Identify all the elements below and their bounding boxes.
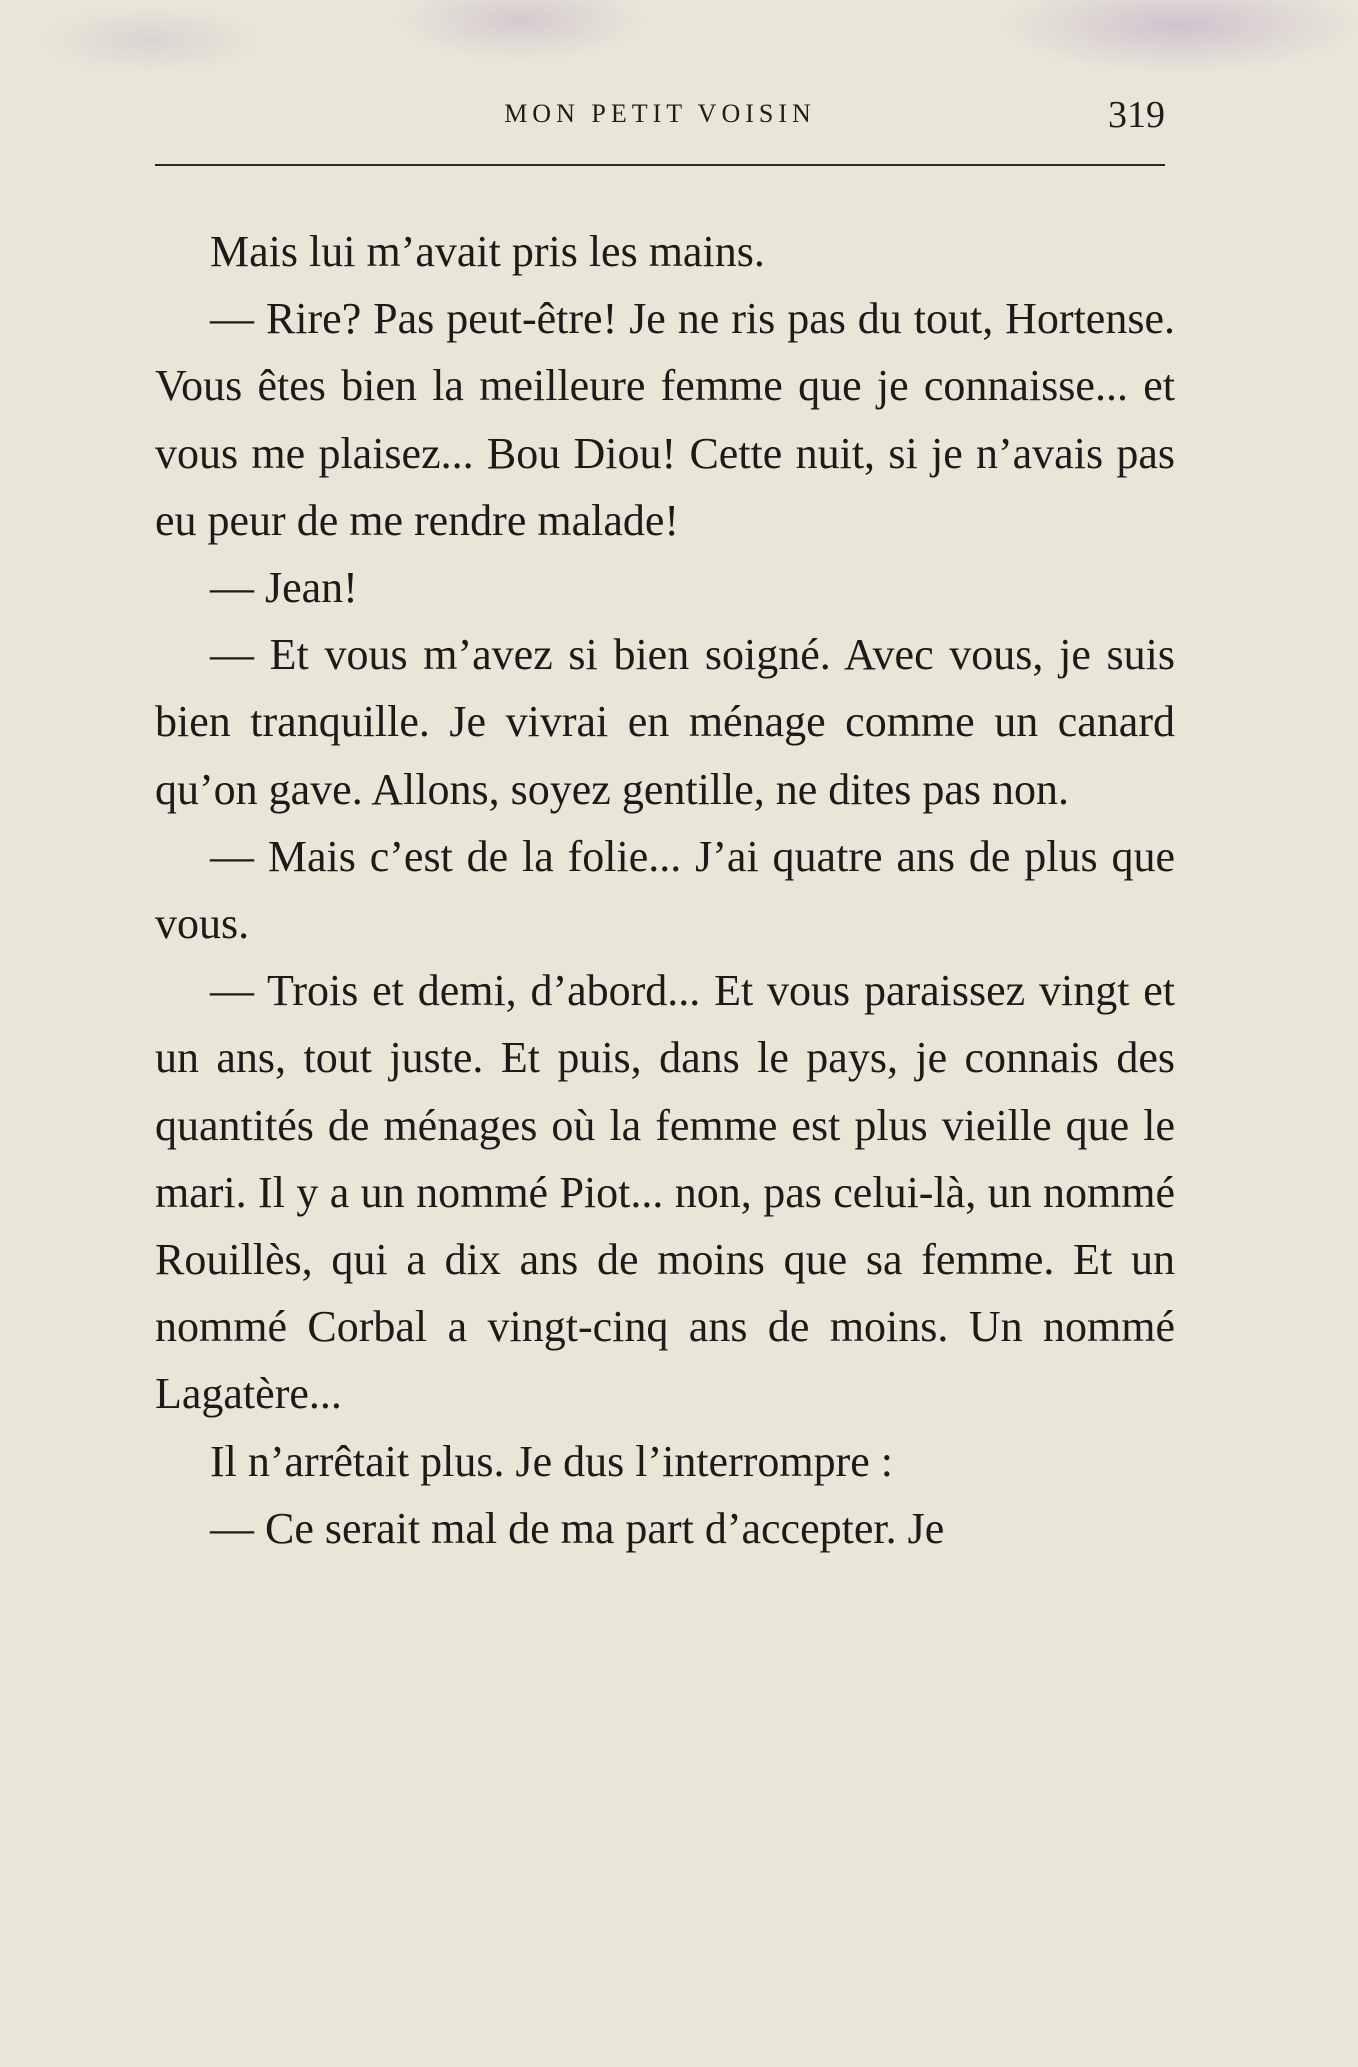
paragraph: — Ce serait mal de ma part d’accepter. Je [210,1503,945,1553]
paragraph: — Trois et demi, d’abord... Et vous paraissez vingt et un ans, tout juste. Et puis, dans le pays, je connais des quantités de ménages où la femme est plus vieille que le mari. Il y a un nommé Piot... non, pas celui-là, un nommé Rouillès, qui a dix ans de moins que sa femme. Et un nommé Corbal a vingt-cinq ans de moins. Un nommé Lagatère... [155,966,1175,1419]
running-title: MON PETIT VOISIN [504,99,816,128]
paragraph: — Et vous m’avez si bien soigné. Avec vous, je suis bien tranquille. Je vivrai en ménage comme un canard qu’on gave. Allons, soyez gentille, ne dites pas non. [155,630,1175,814]
running-head [155,93,1165,143]
paragraph: Il n’arrêtait plus. Je dus l’interrompre : [210,1436,894,1486]
paragraph: — Jean! [210,563,358,613]
header-rule [155,164,1165,166]
paragraph: — Mais c’est de la folie... J’ai quatre ans de plus que vous. [155,831,1175,949]
body-text [155,218,1175,1562]
paragraph: Mais lui m’avait pris les mains. [210,227,765,276]
page-number: 319 [1108,94,1165,136]
paragraph: — Rire? Pas peut-être! Je ne ris pas du tout, Hortense. Vous êtes bien la meilleure femme que je connaisse... et vous me plaisez... Bou Diou! Cette nuit, si je n’avais pas eu peur de me rendre malade! [155,294,1175,545]
